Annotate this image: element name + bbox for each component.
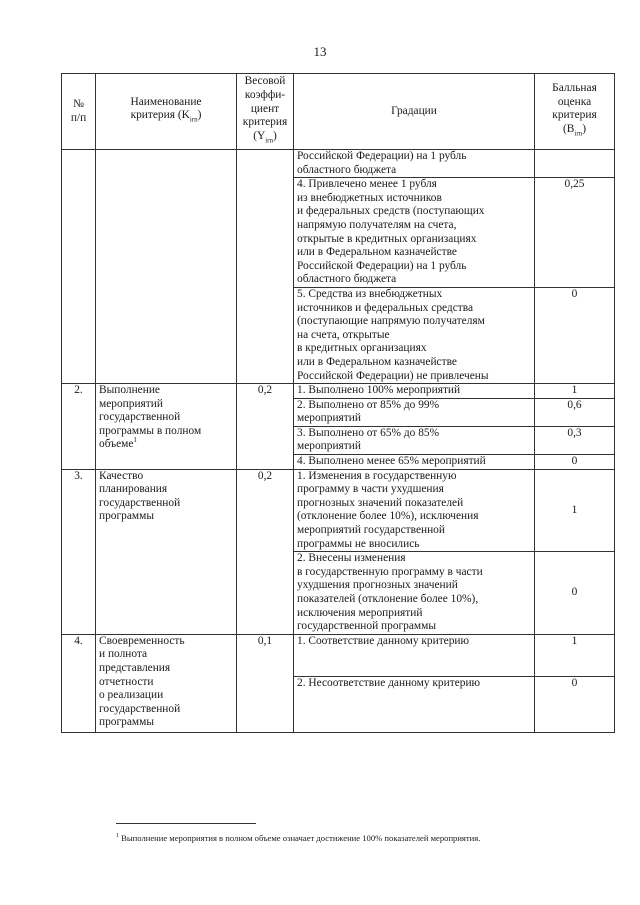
row-number-cell [62,150,96,384]
criteria-table [61,73,615,733]
footnote-divider [116,823,256,824]
gradation-cell: 5. Средства из внебюджетных источников и федеральных средства (поступающие напрямую получателям на счета, открытые в кредитных организациях или в Федеральном казначействе Российской Федерации) не привлечены [294,287,535,383]
weight-cell [237,150,294,384]
criterion-name-cell: Выполнение мероприятий государственной программы в полном объеме$^1$ [96,384,237,470]
score-cell: 0 [535,287,615,383]
criterion-name-cell: Своевременность и полнота представления отчетности о реализации государственной программы [96,634,237,732]
score-cell: 0 [535,552,615,635]
score-cell: 0,6 [535,398,615,426]
gradation-cell: 1. Изменения в государственную программу в части ухудшения прогнозных значений показателей (отклонение более 10%), исключения мероприятий государственной программы не вносились [294,469,535,552]
table-row [62,469,615,552]
score-cell: 1 [535,634,615,676]
page-number: 13 [313,44,327,59]
score-cell: 1 [535,469,615,552]
table-header-row [62,74,615,150]
gradation-cell: 1. Выполнено 100% мероприятий [294,384,535,399]
gradation-cell: Российской Федерации) на 1 рубль областного бюджета [294,150,535,178]
table-row [62,150,615,178]
weight-cell: 0,2 [237,469,294,634]
criterion-name-cell: Качество планирования государственной программы [96,469,237,634]
table-row [62,384,615,399]
row-number-cell: 2. [62,384,96,470]
score-cell: 0 [535,455,615,470]
header-number: № п/п [62,74,96,150]
header-gradations: Градации [294,74,535,150]
gradation-cell: 4. Привлечено менее 1 рубля из внебюджетных источников и федеральных средств (поступающих напрямую получателям на счета, открытые в кредитных организациях или в Федеральном казначействе Российской Федерации) на 1 рубль областного бюджета [294,178,535,288]
footnote-mark: 1 [116,833,119,840]
weight-cell: 0,2 [237,384,294,470]
score-cell [535,150,615,178]
criterion-name-cell [96,150,237,384]
gradation-cell: 2. Внесены изменения в государственную программу в части ухудшения прогнозных значений показателей (отклонение более 10%), исключения мероприятий государственной программы [294,552,535,635]
gradation-cell: 3. Выполнено от 65% до 85% мероприятий [294,426,535,454]
gradation-cell: 1. Соответствие данному критерию [294,634,535,676]
footnote [116,833,616,843]
score-cell: 0,25 [535,178,615,288]
table-row [62,634,615,676]
header-criterion-name: Наименование критерия $(K_{irn})$ [96,74,237,150]
header-weight: Весовой коэффи- циент критерия $(Y_{irn})$ [237,74,294,150]
weight-cell: 0,1 [237,634,294,732]
gradation-cell: 2. Несоответствие данному критерию [294,676,535,732]
gradation-cell: 2. Выполнено от 85% до 99% мероприятий [294,398,535,426]
gradation-cell: 4. Выполнено менее 65% мероприятий [294,455,535,470]
score-cell: 1 [535,384,615,399]
header-score: Балльная оценка критерия $(B_{irn})$ [535,74,615,150]
score-cell: 0,3 [535,426,615,454]
footnote-marker: 1 [133,436,137,445]
row-number-cell: 3. [62,469,96,634]
row-number-cell: 4. [62,634,96,732]
footnote-text: Выполнение мероприятия в полном объеме означает достижение 100% показателей мероприятия. [121,833,481,843]
score-cell: 0 [535,676,615,732]
